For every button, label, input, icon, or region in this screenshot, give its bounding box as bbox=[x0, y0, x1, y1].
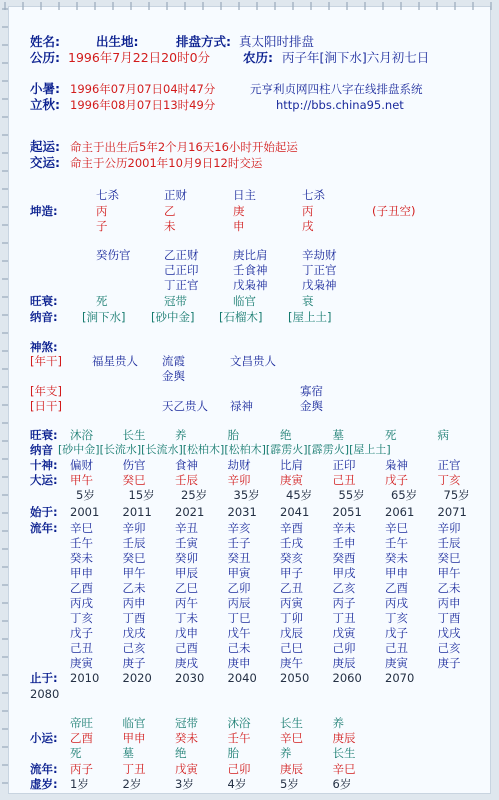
dayun-wangshuai-item: 绝 bbox=[280, 428, 292, 442]
liunian-cell: 庚午 bbox=[280, 656, 303, 670]
liunian-cell: 戊子 bbox=[70, 626, 93, 640]
liunian-cell: 癸巳 bbox=[437, 551, 461, 565]
xiaoyun-wangshuai-item: 帝旺 bbox=[70, 716, 93, 730]
canggan-item: 乙正财 bbox=[164, 248, 199, 262]
dayun-wangshuai-label: 旺衰: bbox=[30, 428, 58, 442]
liunian-cell: 己未 bbox=[227, 641, 251, 655]
xiaoyun-wangshuai2-item: 墓 bbox=[122, 746, 134, 760]
liunian-cell: 辛酉 bbox=[280, 521, 303, 535]
canggan-item: 丁正官 bbox=[302, 263, 337, 277]
xiaoshu-label: 小暑: bbox=[30, 81, 60, 96]
liunian-cell: 癸酉 bbox=[332, 551, 356, 565]
nayin-item: [石榴木] bbox=[219, 310, 263, 324]
dayun-shishen-item: 正官 bbox=[437, 458, 461, 472]
dayun-item: 庚寅 bbox=[280, 473, 303, 487]
solar-label: 公历: bbox=[30, 50, 60, 65]
nayin-label: 纳音: bbox=[30, 310, 58, 324]
dayun-wangshuai-item: 养 bbox=[175, 428, 187, 442]
liunian-cell: 甲午 bbox=[437, 566, 461, 580]
liunian-cell: 壬辰 bbox=[122, 536, 146, 550]
liunian-cell: 丙戌 bbox=[70, 596, 93, 610]
liunian-cell: 辛巳 bbox=[385, 521, 408, 535]
xiaoyun-liunian-item: 庚辰 bbox=[280, 762, 303, 776]
dayun-shishen-item: 正印 bbox=[332, 458, 356, 472]
dayun-age: 25岁 bbox=[181, 488, 208, 502]
liunian-cell: 乙卯 bbox=[227, 581, 251, 595]
site-url[interactable]: http://bbs.china95.net bbox=[276, 98, 404, 112]
decorative-border-top bbox=[4, 2, 495, 10]
canggan-item: 丁正官 bbox=[164, 278, 199, 292]
liunian-cell: 庚辰 bbox=[332, 656, 356, 670]
qiyun-label: 起运: bbox=[30, 139, 60, 154]
liunian-cell: 丙申 bbox=[437, 596, 461, 610]
liunian-cell: 丁巳 bbox=[227, 611, 251, 625]
liunian-cell: 壬午 bbox=[70, 536, 93, 550]
liunian-cell: 癸巳 bbox=[122, 551, 146, 565]
liunian-cell: 甲寅 bbox=[227, 566, 251, 580]
wangshuai-label: 旺衰: bbox=[30, 294, 58, 308]
dayun-shishen-item: 劫财 bbox=[227, 458, 251, 472]
dayun-nayin-label: 纳音 bbox=[30, 443, 53, 457]
liunian-cell: 丙寅 bbox=[280, 596, 303, 610]
dayun-wangshuai-item: 胎 bbox=[227, 428, 239, 442]
liunian-cell: 辛未 bbox=[332, 521, 356, 535]
liunian-cell: 丙申 bbox=[122, 596, 146, 610]
liunian-cell: 壬辰 bbox=[437, 536, 461, 550]
liunian-cell: 丙子 bbox=[332, 596, 356, 610]
nayin-item: [涧下水] bbox=[82, 310, 126, 324]
xiaoyun-item: 乙酉 bbox=[70, 731, 93, 745]
liunian-cell: 丙戌 bbox=[385, 596, 408, 610]
lunar-label: 农历: bbox=[243, 50, 273, 65]
xiaoyun-wangshuai-item: 长生 bbox=[280, 716, 303, 730]
start-year: 2011 bbox=[122, 505, 152, 519]
liunian-cell: 丁酉 bbox=[122, 611, 146, 625]
pillar-zhi: 戌 bbox=[302, 219, 314, 233]
canggan-item: 戊枭神 bbox=[233, 278, 268, 292]
liunian-cell: 己卯 bbox=[332, 641, 356, 655]
xiaoyun-item: 辛巳 bbox=[280, 731, 303, 745]
xiaoyun-wangshuai-item: 冠带 bbox=[175, 716, 198, 730]
dayun-shishen-label: 十神: bbox=[30, 458, 58, 472]
start-year: 2051 bbox=[332, 505, 362, 519]
canggan-item: 癸伤官 bbox=[96, 248, 131, 262]
start-year: 2071 bbox=[437, 505, 467, 519]
dayun-nayin-value: [砂中金][长流水][长流水][松柏木][松柏木][霹雳火][霹雳火][屋上土] bbox=[58, 443, 391, 456]
xusui-item: 6岁 bbox=[332, 777, 352, 791]
liunian-cell: 壬寅 bbox=[175, 536, 198, 550]
wangshuai-item: 衰 bbox=[302, 294, 314, 308]
pillar-gan: 乙 bbox=[164, 204, 176, 218]
pillar-gan: 庚 bbox=[233, 204, 245, 218]
shishen-top: 日主 bbox=[233, 188, 256, 202]
liunian-cell: 乙未 bbox=[437, 581, 461, 595]
shensha-title: 神煞: bbox=[30, 340, 58, 354]
liunian-cell: 丁未 bbox=[175, 611, 198, 625]
liunian-cell: 丙午 bbox=[175, 596, 198, 610]
xiaoyun-wangshuai-item: 沐浴 bbox=[227, 716, 251, 730]
liunian-cell: 甲辰 bbox=[175, 566, 198, 580]
xiaoyun-liunian-item: 戊寅 bbox=[175, 762, 198, 776]
xiaoyun-item: 甲申 bbox=[122, 731, 146, 745]
liunian-cell: 辛巳 bbox=[70, 521, 93, 535]
start-year: 2041 bbox=[280, 505, 310, 519]
liunian-cell: 丁亥 bbox=[385, 611, 408, 625]
xiaoyun-wangshuai-item: 养 bbox=[332, 716, 344, 730]
liunian-cell: 癸亥 bbox=[280, 551, 303, 565]
shishen-top: 七杀 bbox=[302, 188, 325, 202]
wangshuai-item: 死 bbox=[96, 294, 108, 308]
wangshuai-item: 冠带 bbox=[164, 294, 187, 308]
pillar-gan: 丙 bbox=[302, 204, 314, 218]
liunian-cell: 乙未 bbox=[122, 581, 146, 595]
pillar-zhi: 子 bbox=[96, 219, 108, 233]
liunian-cell: 己丑 bbox=[70, 641, 93, 655]
liunian-cell: 丙辰 bbox=[227, 596, 251, 610]
liunian-cell: 己酉 bbox=[175, 641, 198, 655]
liunian-cell: 己丑 bbox=[385, 641, 408, 655]
xiaoyun-wangshuai2-item: 养 bbox=[280, 746, 292, 760]
dayun-label: 大运: bbox=[30, 473, 58, 487]
end-year: 2010 bbox=[70, 671, 100, 685]
dayun-item: 甲午 bbox=[70, 473, 93, 487]
liunian-cell: 己亥 bbox=[437, 641, 461, 655]
liunian-cell: 癸丑 bbox=[227, 551, 251, 565]
shensha-item: 寡宿 bbox=[300, 384, 323, 398]
canggan-item: 壬食神 bbox=[233, 263, 268, 277]
liunian-cell: 丁丑 bbox=[332, 611, 356, 625]
canggan-item: 己正印 bbox=[164, 263, 199, 277]
liunian-cell: 甲申 bbox=[385, 566, 408, 580]
dayun-item: 戊子 bbox=[385, 473, 408, 487]
dayun-wangshuai-item: 墓 bbox=[332, 428, 344, 442]
dayun-item: 辛卯 bbox=[227, 473, 251, 487]
dayun-age: 15岁 bbox=[128, 488, 155, 502]
liunian-cell: 甲子 bbox=[280, 566, 303, 580]
liunian-cell: 癸未 bbox=[385, 551, 408, 565]
liunian-cell: 丁酉 bbox=[437, 611, 461, 625]
wangshuai-item: 临官 bbox=[233, 294, 256, 308]
liunian-cell: 癸未 bbox=[70, 551, 93, 565]
end-year: 2020 bbox=[122, 671, 152, 685]
start-year: 2001 bbox=[70, 505, 100, 519]
dayun-age: 45岁 bbox=[286, 488, 313, 502]
xusui-item: 1岁 bbox=[70, 777, 89, 791]
shensha-item: 文昌贵人 bbox=[230, 354, 276, 368]
dayun-wangshuai-item: 死 bbox=[385, 428, 397, 442]
xusui-item: 4岁 bbox=[227, 777, 247, 791]
start-year: 2061 bbox=[385, 505, 415, 519]
dayun-wangshuai-item: 病 bbox=[437, 428, 449, 442]
canggan-item: 庚比肩 bbox=[233, 248, 268, 262]
canggan-item: 戊枭神 bbox=[302, 278, 337, 292]
start-label: 始于: bbox=[30, 505, 58, 519]
xiaoyun-wangshuai2-item: 死 bbox=[70, 746, 82, 760]
shishen-top: 正财 bbox=[164, 188, 187, 202]
liunian-label: 流年: bbox=[30, 521, 58, 535]
liunian-cell: 戊辰 bbox=[280, 626, 303, 640]
liunian-cell: 辛卯 bbox=[437, 521, 461, 535]
xiaoyun-liunian-item: 丁丑 bbox=[122, 762, 146, 776]
start-year: 2031 bbox=[227, 505, 257, 519]
pillar-zhi: 未 bbox=[164, 219, 176, 233]
dayun-age: 5岁 bbox=[76, 488, 95, 502]
liunian-cell: 戊戌 bbox=[122, 626, 146, 640]
liunian-cell: 戊子 bbox=[385, 626, 408, 640]
shensha-item: 福星贵人 bbox=[92, 354, 138, 368]
dayun-shishen-item: 偏财 bbox=[70, 458, 93, 472]
shishen-top: 七杀 bbox=[96, 188, 119, 202]
liunian-cell: 戊寅 bbox=[332, 626, 356, 640]
liunian-cell: 辛卯 bbox=[122, 521, 146, 535]
dayun-wangshuai-item: 沐浴 bbox=[70, 428, 93, 442]
dayun-age: 35岁 bbox=[233, 488, 260, 502]
liunian-cell: 己巳 bbox=[280, 641, 303, 655]
liunian-cell: 庚寅 bbox=[70, 656, 93, 670]
birthplace-label: 出生地: bbox=[96, 34, 139, 49]
day-gan-label: [日干] bbox=[30, 399, 62, 413]
pillar-gan: 丙 bbox=[96, 204, 108, 218]
liunian-cell: 乙酉 bbox=[70, 581, 93, 595]
end-year: 2060 bbox=[332, 671, 362, 685]
xusui-item: 2岁 bbox=[122, 777, 142, 791]
liunian-cell: 庚子 bbox=[437, 656, 461, 670]
liqiu-label: 立秋: bbox=[30, 97, 60, 112]
xiaoyun-liunian-item: 丙子 bbox=[70, 762, 93, 776]
method-label: 排盘方式: bbox=[176, 34, 231, 49]
liunian-cell: 壬戌 bbox=[280, 536, 303, 550]
canggan-item: 辛劫财 bbox=[302, 248, 337, 262]
decorative-border-left bbox=[2, 8, 8, 788]
liunian-cell: 壬申 bbox=[332, 536, 356, 550]
dayun-shishen-item: 枭神 bbox=[385, 458, 408, 472]
shensha-item: 天乙贵人 bbox=[162, 399, 208, 413]
liunian-cell: 辛亥 bbox=[227, 521, 251, 535]
dayun-item: 癸巳 bbox=[122, 473, 146, 487]
xiaoyun-liunian-item: 辛巳 bbox=[332, 762, 356, 776]
dayun-item: 壬辰 bbox=[175, 473, 198, 487]
start-year: 2021 bbox=[175, 505, 205, 519]
lunar-value: 丙子年[涧下水]六月初七日 bbox=[282, 50, 430, 65]
nayin-item: [屋上土] bbox=[288, 310, 332, 324]
end-label: 止于: bbox=[30, 671, 58, 685]
gender-label: 坤造: bbox=[30, 204, 58, 218]
jiaoyun-value: 命主于公历2001年10月9日12时交运 bbox=[70, 156, 263, 170]
liunian-cell: 戊申 bbox=[175, 626, 198, 640]
liunian-cell: 壬午 bbox=[385, 536, 408, 550]
shensha-item: 金舆 bbox=[162, 369, 185, 383]
liunian-cell: 乙丑 bbox=[280, 581, 303, 595]
name-label: 姓名: bbox=[30, 34, 60, 49]
solar-value: 1996年7月22日20时0分 bbox=[68, 50, 211, 65]
dayun-age: 75岁 bbox=[443, 488, 470, 502]
qiyun-value: 命主于出生后5年2个月16天16小时开始起运 bbox=[70, 140, 298, 154]
liunian-cell: 丁亥 bbox=[70, 611, 93, 625]
liunian-cell: 辛丑 bbox=[175, 521, 198, 535]
liunian-cell: 乙巳 bbox=[175, 581, 198, 595]
xiaoshu-value: 1996年07月07日04时47分 bbox=[70, 82, 216, 96]
end-year: 2030 bbox=[175, 671, 205, 685]
xiaoyun-wangshuai-item: 临官 bbox=[122, 716, 146, 730]
end-year: 2050 bbox=[280, 671, 310, 685]
dayun-item: 丁亥 bbox=[437, 473, 461, 487]
liunian-cell: 戊戌 bbox=[437, 626, 461, 640]
dayun-shishen-item: 比肩 bbox=[280, 458, 303, 472]
dayun-shishen-item: 伤官 bbox=[122, 458, 146, 472]
jiaoyun-label: 交运: bbox=[30, 155, 60, 170]
liunian-cell: 乙酉 bbox=[385, 581, 408, 595]
liunian-cell: 丁卯 bbox=[280, 611, 303, 625]
liunian-cell: 壬子 bbox=[227, 536, 251, 550]
site-name: 元亨利贞网四柱八字在线排盘系统 bbox=[250, 82, 423, 96]
xusui-label: 虚岁: bbox=[30, 777, 58, 791]
xusui-item: 5岁 bbox=[280, 777, 299, 791]
liunian-cell: 庚寅 bbox=[385, 656, 408, 670]
liqiu-value: 1996年08月07日13时49分 bbox=[70, 98, 216, 112]
shensha-item: 金舆 bbox=[300, 399, 323, 413]
dayun-item: 己丑 bbox=[332, 473, 356, 487]
xiaoyun-item: 壬午 bbox=[227, 731, 251, 745]
xiaoyun-wangshuai2-item: 绝 bbox=[175, 746, 187, 760]
year-zhi-label: [年支] bbox=[30, 384, 62, 398]
nayin-item: [砂中金] bbox=[151, 310, 195, 324]
dayun-wangshuai-item: 长生 bbox=[122, 428, 146, 442]
liunian-cell: 甲申 bbox=[70, 566, 93, 580]
xiaoyun-label: 小运: bbox=[30, 731, 58, 745]
xiaoyun-wangshuai2-item: 长生 bbox=[332, 746, 356, 760]
year-gan-label: [年干] bbox=[30, 354, 62, 368]
end-year: 2070 bbox=[385, 671, 415, 685]
dayun-age: 65岁 bbox=[391, 488, 418, 502]
xiaoyun-item: 庚辰 bbox=[332, 731, 356, 745]
xiaoyun-liunian-item: 己卯 bbox=[227, 762, 251, 776]
xiaoyun-item: 癸未 bbox=[175, 731, 198, 745]
pillar-zhi: 申 bbox=[233, 219, 245, 233]
liunian-cell: 庚子 bbox=[122, 656, 146, 670]
xy-liunian-label: 流年: bbox=[30, 762, 58, 776]
xusui-item: 3岁 bbox=[175, 777, 194, 791]
liunian-cell: 癸卯 bbox=[175, 551, 198, 565]
liunian-cell: 甲戌 bbox=[332, 566, 356, 580]
liunian-cell: 戊午 bbox=[227, 626, 251, 640]
kong-value: (子丑空) bbox=[372, 204, 416, 218]
dayun-age: 55岁 bbox=[338, 488, 365, 502]
end-year: 2040 bbox=[227, 671, 257, 685]
liunian-cell: 庚申 bbox=[227, 656, 251, 670]
liunian-cell: 庚戌 bbox=[175, 656, 198, 670]
end-year: 2080 bbox=[30, 687, 60, 701]
shensha-item: 流霞 bbox=[162, 354, 185, 368]
liunian-cell: 己亥 bbox=[122, 641, 146, 655]
liunian-cell: 乙亥 bbox=[332, 581, 356, 595]
dayun-shishen-item: 食神 bbox=[175, 458, 198, 472]
xiaoyun-wangshuai2-item: 胎 bbox=[227, 746, 239, 760]
shensha-item: 禄神 bbox=[230, 399, 253, 413]
liunian-cell: 甲午 bbox=[122, 566, 146, 580]
method-value: 真太阳时排盘 bbox=[239, 34, 315, 49]
